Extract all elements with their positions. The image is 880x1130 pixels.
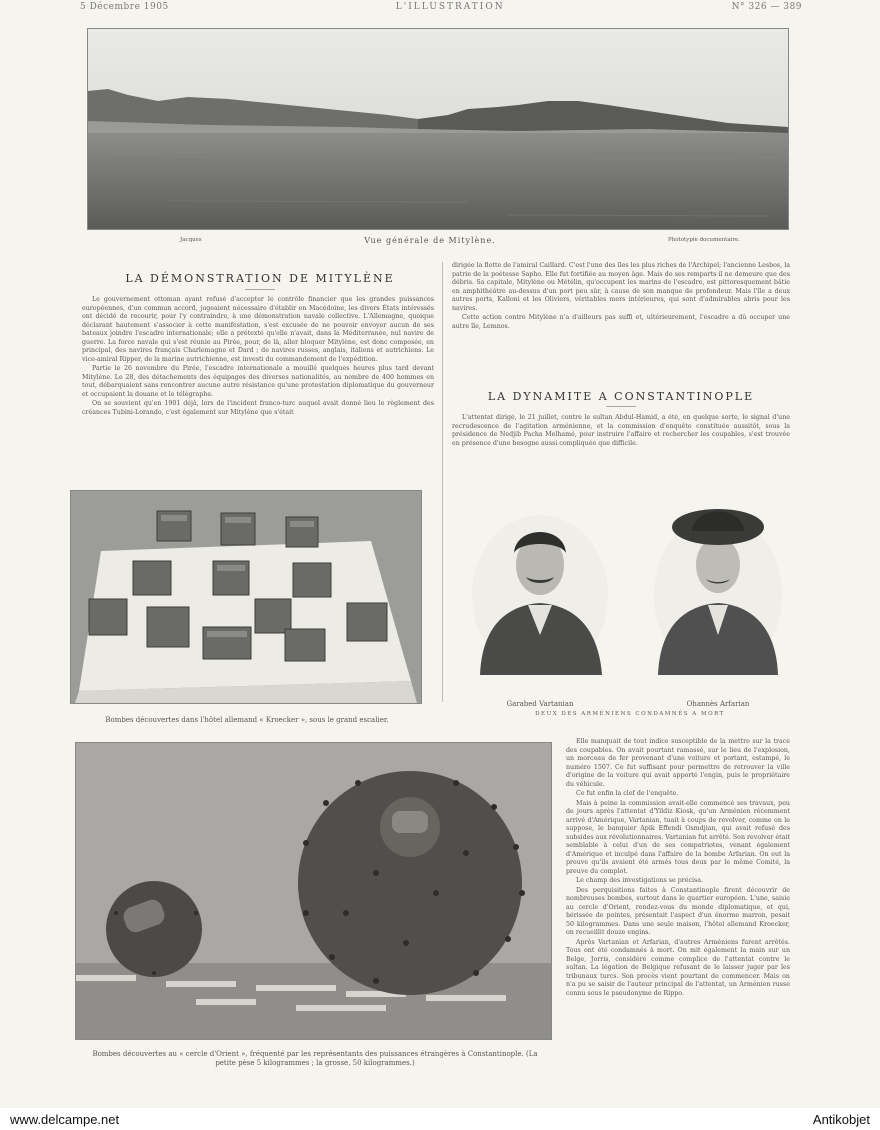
dynamite-intro-paragraph: L'attentat dirigé, le 21 juillet, contre le sultan Abdul-Hamid, a été, en quelque sorte, le signal d'une recrudescence de l'agitation arménienne, et la commission d'enquête constituée aussitôt, sous la présidence de Nedjib Pacha Melhamé, pour instruire l'affaire et rechercher les coupables, s'est trouvée en présence d'une besogne aussi compliquée que difficile. bbox=[452, 414, 790, 447]
dynamite-paragraph-3: Mais à peine la commission avait-elle commencé ses travaux, peu de jours après l'attentat d'Yildiz Kiosk, qu'un Arménien récemment arrivé d'Amérique, Vartanian, tuait à coups de revolver, comme on le suppose, le banquier Apik Effendi Osmdjian, qui avait refusé des subsides aux révolutionnaires. Vartanian fut arrêté. Son revolver était semblable à celui d'un de ses compatriotes, venant également d'Amérique et inculpé dans l'affaire de la bombe Arfarian. On eut la preuve qu'ils avaient été armés tous deux par le même Comité, la preuve du complot. bbox=[566, 799, 790, 875]
article-dynamite-heading: LA DYNAMITE A CONSTANTINOPLE bbox=[487, 390, 755, 403]
running-head bbox=[80, 2, 802, 14]
mitylene-paragraph-2: Partie le 26 novembre du Pirée, l'escadre internationale a mouillé quelques heures plus tard devant Mitylène. Le 28, des détachements des équipages des diverses nationalités, au nombre de 400 hommes en tout, débarquaient sans rencontrer aucune autre résistance qu'une protestation diplomatique du gouverneur et occupaient la douane et le télégraphe. bbox=[82, 365, 434, 398]
article-dynamite-rule bbox=[606, 406, 636, 407]
hotel-bombs-photo bbox=[70, 490, 422, 704]
portrait-vartanian-image bbox=[470, 505, 610, 675]
panorama-caption-left: Jacques bbox=[180, 237, 202, 243]
panorama-caption-right: Phototypie documentaire. bbox=[667, 237, 740, 243]
watermark-right: Antikobjet bbox=[812, 1112, 870, 1127]
article-dynamite-column bbox=[566, 738, 790, 1074]
portraits-caption: DEUX DES ARMÉNIENS CONDAMNÉS A MORT bbox=[535, 711, 725, 717]
spiked-bombs-photo bbox=[75, 742, 552, 1040]
dynamite-paragraph-6: Après Vartanian et Arfarian, d'autres Arméniens furent arrêtés. Tous ont été condamnés à mort. On mit également la main sur un Belge, Jorris, considéré comme complice de l'attentat contre le sultan. La légation de Belgique refusant de le laisser juger par les tribunaux turcs. Son procès vient pourtant de commencer. Mais on n'a pu se saisir de l'auteur principal de l'attentat, un Arménien russe connu sous le pseudonyme de Rippo. bbox=[566, 938, 790, 997]
portrait-vartanian bbox=[470, 505, 610, 675]
portrait-arfarian bbox=[652, 495, 784, 675]
watermark-bar bbox=[0, 1108, 880, 1130]
hotel-bombs-caption: Bombes découvertes dans l'hôtel allemand « Kroecker », sous le grand escalier. bbox=[105, 716, 389, 724]
article-mitylene-rule bbox=[245, 289, 275, 290]
journal-title: L'ILLUSTRATION bbox=[395, 2, 505, 12]
dynamite-paragraph-1: Elle manquait de tout indice susceptible de la mettre sur la trace des coupables. On avait pourtant ramassé, sur le lieu de l'explosion, un morceau de fer provenant d'une voiture et portant, estampé, le numéro 1507. Ce fut suffisant pour permettre de retrouver la ville d'origine de la voiture qui avait apporté l'engin, puis le propriétaire du véhicule. bbox=[566, 738, 790, 788]
hotel-bombs-image bbox=[71, 491, 421, 703]
mitylene-paragraph-1: Le gouvernement ottoman ayant refusé d'accepter le contrôle financier que les grandes puissances européennes, d'un commun accord, jugeaient nécessaire d'établir en Macédoine, les divers États intéressés ont décidé de recourir, pour l'y contraindre, à une démonstration navale collective. L'Allemagne, quoique déclarant hautement s'associer à cette manifestation, s'est excusée de ne pouvoir envoyer aucun de ses bateaux joindre l'escadre internationale; elle a prétexté qu'elle n'avait, dans la Méditerranée, nul navire de guerre. La force navale qui s'est réunie au Pirée, pour, de là, aller bloquer Mitylène, est donc composée, en principal, des navires français Charlemagne et Dard ; de navires russes, anglais, italiens et autrichiens. Le vice-amiral Ripper, de la marine autrichienne, est investi du commandement de l'expédition. bbox=[82, 296, 434, 363]
mitylene-panorama-photo bbox=[87, 28, 789, 230]
page-number: N° 326 — 389 bbox=[731, 2, 802, 12]
mitylene-paragraph-3: On se souvient qu'en 1901 déjà, lors de l'incident franco-turc auquel avait donné lieu le règlement des créances Tubini-Lorando, c'est également sur Mitylène que s'était bbox=[82, 400, 434, 416]
dynamite-paragraph-2: Ce fut enfin la clef de l'enquête. bbox=[576, 790, 679, 797]
mitylene-paragraph-4: dirigée la flotte de l'amiral Caillard. C'est l'une des îles les plus riches de l'Archipel; l'ancienne Lesbos, la patrie de la poétesse Sapho. Elle fut fortifiée au moyen âge. Mais de ses remparts il ne demeure que des débris. Sa capitale, Mitylène ou Métélin, qu'occupent les marins de l'escadre, est pittoresquement bâtie en amphithéâtre au-dessus d'un port peu sûr, à cause de son manque de profondeur. Mais l'île a deux autres ports, Kalloni et les Oliviers, véritables mers intérieures, qui sont d'admirables abris pour les navires. bbox=[452, 262, 790, 312]
spiked-bombs-image bbox=[76, 743, 551, 1039]
portrait-vartanian-name: Garabed Vartanian bbox=[506, 700, 574, 708]
spiked-bombs-caption: Bombes découvertes au « cercle d'Orient », fréquenté par les représentants des puissances étrangères à Constantinople. (La petite pèse 5 kilogrammes ; la grosse, 50 kilogrammes.) bbox=[92, 1050, 538, 1067]
dynamite-paragraph-5: Des perquisitions faites à Constantinople firent découvrir de nombreuses bombes, surtout dans le quartier européen. L'une, saisie au cercle d'Orient, rendez-vous du monde diplomatique, et qui, hérissée de pointes, présentait l'aspect d'un énorme marron, pesait 50 kilogrammes. Dans une seule maison, l'hôtel allemand Kroecker, on recueillit douze engins. bbox=[566, 886, 790, 936]
mitylene-paragraph-5: Cette action contre Mitylène n'a d'ailleurs pas suffi et, ultérieurement, l'escadre a dû occuper une autre île, Lemnos. bbox=[452, 314, 790, 330]
article-mitylene-column-2 bbox=[452, 262, 790, 372]
portrait-arfarian-image bbox=[652, 495, 784, 675]
mitylene-panorama-image bbox=[88, 29, 788, 229]
portrait-arfarian-name: Ohannès Arfarian bbox=[686, 700, 750, 708]
column-separator bbox=[442, 262, 443, 702]
watermark-left: www.delcampe.net bbox=[10, 1112, 120, 1127]
panorama-caption: Vue générale de Mitylène. bbox=[364, 236, 496, 245]
dynamite-paragraph-4: Le champ des investigations se précisa. bbox=[576, 877, 704, 884]
article-mitylene-column-1 bbox=[82, 296, 434, 468]
article-dynamite-intro bbox=[452, 414, 790, 474]
article-mitylene-heading: LA DÉMONSTRATION DE MITYLÈNE bbox=[125, 272, 395, 285]
issue-date: 5 Décembre 1905 bbox=[80, 2, 169, 12]
